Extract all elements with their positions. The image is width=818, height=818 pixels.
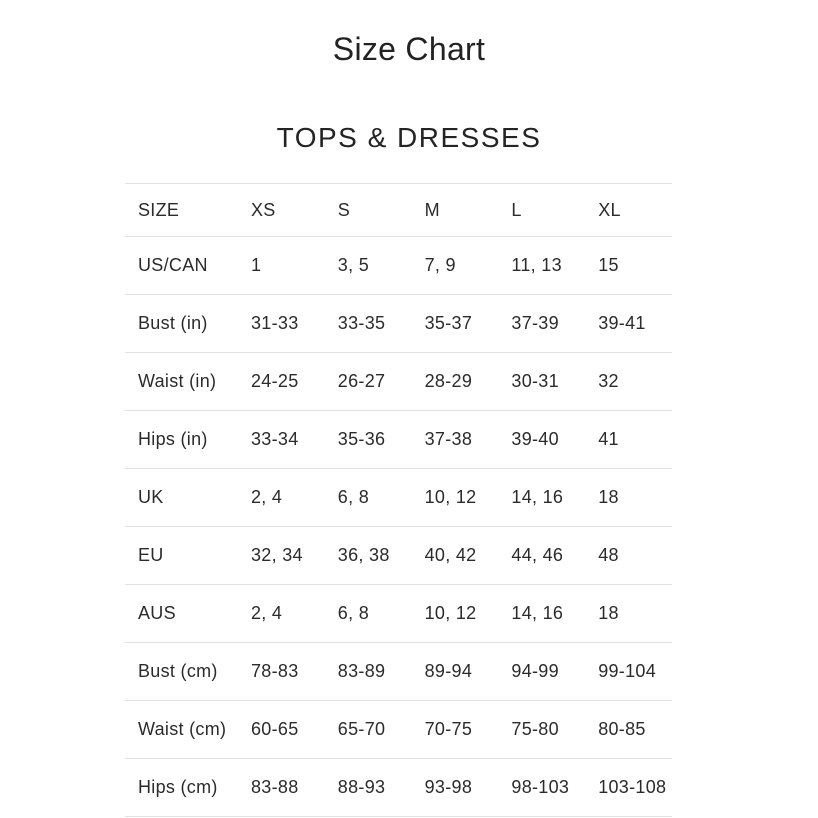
page-title: Size Chart [332,31,486,67]
size-value-cell: 75-80 [498,701,585,759]
row-label: US/CAN [125,237,238,295]
row-label: Bust (in) [125,295,238,353]
size-value-cell: 24-25 [238,353,325,411]
size-value-cell: 15 [585,237,672,295]
size-table-header-row [125,184,672,237]
column-header: XS [238,184,325,237]
size-value-cell: 80-85 [585,701,672,759]
table-row [125,295,672,353]
size-value-cell: 103-108 [585,759,672,817]
column-header-size: SIZE [125,184,238,237]
size-value-cell: 94-99 [498,643,585,701]
table-row [125,759,672,817]
size-value-cell: 30-31 [498,353,585,411]
table-row [125,411,672,469]
size-value-cell: 33-35 [325,295,412,353]
size-value-cell: 35-37 [412,295,499,353]
size-value-cell: 99-104 [585,643,672,701]
size-value-cell: 40, 42 [412,527,499,585]
size-value-cell: 98-103 [498,759,585,817]
row-label: Waist (in) [125,353,238,411]
column-header: L [498,184,585,237]
size-value-cell: 2, 4 [238,585,325,643]
table-row [125,469,672,527]
size-value-cell: 11, 13 [498,237,585,295]
table-row [125,643,672,701]
size-value-cell: 60-65 [238,701,325,759]
size-value-cell: 65-70 [325,701,412,759]
size-value-cell: 37-39 [498,295,585,353]
row-label: Bust (cm) [125,643,238,701]
size-value-cell: 10, 12 [412,469,499,527]
size-value-cell: 70-75 [412,701,499,759]
size-value-cell: 18 [585,585,672,643]
size-value-cell: 39-40 [498,411,585,469]
row-label: AUS [125,585,238,643]
size-value-cell: 14, 16 [498,469,585,527]
size-value-cell: 36, 38 [325,527,412,585]
size-value-cell: 6, 8 [325,469,412,527]
size-value-cell: 93-98 [412,759,499,817]
size-value-cell: 88-93 [325,759,412,817]
row-label: Hips (cm) [125,759,238,817]
size-value-cell: 26-27 [325,353,412,411]
column-header: S [325,184,412,237]
section-subtitle: TOPS & DRESSES [276,122,542,153]
table-row [125,701,672,759]
size-value-cell: 14, 16 [498,585,585,643]
size-value-cell: 1 [238,237,325,295]
size-value-cell: 2, 4 [238,469,325,527]
size-value-cell: 83-89 [325,643,412,701]
table-row [125,527,672,585]
size-table-body [125,237,672,817]
column-header: M [412,184,499,237]
size-value-cell: 31-33 [238,295,325,353]
size-value-cell: 39-41 [585,295,672,353]
size-table [125,183,672,817]
size-value-cell: 10, 12 [412,585,499,643]
row-label: Hips (in) [125,411,238,469]
table-row [125,585,672,643]
row-label: Waist (cm) [125,701,238,759]
size-value-cell: 41 [585,411,672,469]
size-value-cell: 48 [585,527,672,585]
size-value-cell: 37-38 [412,411,499,469]
size-value-cell: 83-88 [238,759,325,817]
size-value-cell: 32 [585,353,672,411]
table-row [125,237,672,295]
size-table-head [125,184,672,237]
size-value-cell: 3, 5 [325,237,412,295]
row-label: EU [125,527,238,585]
size-value-cell: 89-94 [412,643,499,701]
size-value-cell: 18 [585,469,672,527]
size-value-cell: 78-83 [238,643,325,701]
row-label: UK [125,469,238,527]
size-value-cell: 7, 9 [412,237,499,295]
size-value-cell: 28-29 [412,353,499,411]
size-value-cell: 44, 46 [498,527,585,585]
size-value-cell: 32, 34 [238,527,325,585]
size-value-cell: 6, 8 [325,585,412,643]
column-header: XL [585,184,672,237]
size-value-cell: 35-36 [325,411,412,469]
size-value-cell: 33-34 [238,411,325,469]
table-row [125,353,672,411]
